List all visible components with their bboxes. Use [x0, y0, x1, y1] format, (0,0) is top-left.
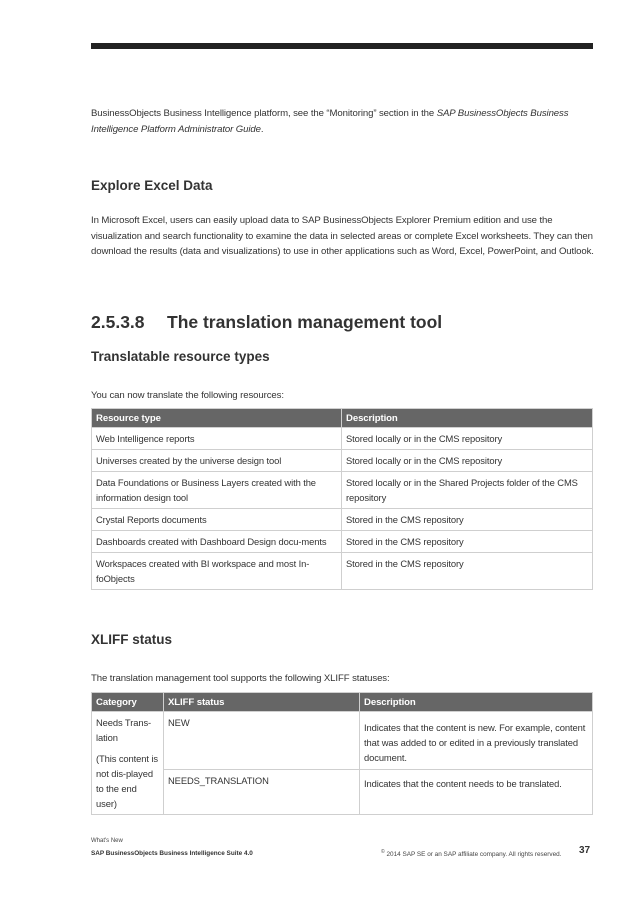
table-header-row [92, 693, 593, 712]
table-cell: Web Intelligence reports [92, 428, 342, 450]
intro-guide-title: SAP BusinessObjects Business Intelligence Platform Administrator Guide [91, 108, 569, 135]
table-cell: NEW [164, 712, 360, 770]
resources-table [91, 408, 593, 590]
footer-doc-title: What's New [91, 838, 123, 844]
section-heading [91, 312, 442, 333]
xliff-heading: XLIFF status [91, 632, 173, 647]
intro-text-end: . [260, 123, 264, 135]
xliff-table [91, 692, 593, 815]
table-cell: Stored in the CMS repository [342, 531, 593, 553]
excel-paragraph: In Microsoft Excel, users can easily upload data to SAP BusinessObjects Explorer Premium edition and use the visualization and search functionality to examine the data in selected areas or complete Excel worksheets. They can then download the results (data and visualizations) to use in other applications such as Word, Excel, PowerPoint, and Outlook. [91, 215, 594, 257]
table-cell: Stored locally or in the CMS repository [342, 428, 593, 450]
table-row [92, 553, 593, 590]
table-row [92, 472, 593, 509]
table-cell: Data Foundations or Business Layers created with the information design tool [92, 472, 342, 509]
intro-text: BusinessObjects Business Intelligence platform, see the “Monitoring” section in the [91, 108, 437, 119]
page-number: 37 [579, 845, 591, 856]
table-cell: Indicates that the content needs to be translated. [360, 770, 593, 815]
excel-heading: Explore Excel Data [91, 178, 213, 193]
table-cell: Universes created by the universe design tool [92, 450, 342, 472]
table-row [92, 450, 593, 472]
table-cell: Stored locally or in the CMS repository [342, 450, 593, 472]
header-rule [91, 43, 593, 49]
section-number: 2.5.3.8 [91, 312, 145, 332]
resources-heading: Translatable resource types [91, 349, 270, 364]
resources-intro: You can now translate the following resources: [91, 390, 284, 401]
column-header: Category [92, 693, 164, 712]
table-cell: Stored in the CMS repository [342, 553, 593, 590]
column-header: Description [360, 693, 593, 712]
copyright-text: 2014 SAP SE or an SAP affiliate company. All rights reserved. [386, 851, 562, 859]
category-cell [92, 712, 164, 815]
section-title: The translation management tool [167, 312, 443, 332]
table-cell: Dashboards created with Dashboard Design docu-ments [92, 531, 342, 553]
table-cell: Indicates that the content is new. For example, content that was added to or edited in a previously translated document. [360, 712, 593, 770]
table-row [92, 712, 593, 770]
footer-copyright [381, 849, 561, 858]
table-header-row [92, 409, 593, 428]
column-header: Resource type [92, 409, 342, 428]
table-row [92, 509, 593, 531]
table-row [92, 770, 593, 815]
category-note: (This content is not dis-played to the end user) [96, 753, 158, 809]
table-cell: NEEDS_TRANSLATION [164, 770, 360, 815]
xliff-intro: The translation management tool supports the following XLIFF statuses: [91, 673, 390, 684]
category-label: Needs Trans-lation [96, 717, 152, 743]
table-cell: Stored in the CMS repository [342, 509, 593, 531]
table-cell: Stored locally or in the Shared Projects folder of the CMS repository [342, 472, 593, 509]
intro-paragraph [91, 106, 596, 137]
column-header: Description [342, 409, 593, 428]
column-header: XLIFF status [164, 693, 360, 712]
table-row [92, 428, 593, 450]
footer-product: SAP BusinessObjects Business Intelligence Suite 4.0 [91, 850, 253, 857]
copyright-symbol: © [381, 849, 385, 855]
table-cell: Workspaces created with BI workspace and most In-foObjects [92, 553, 342, 590]
table-cell: Crystal Reports documents [92, 509, 342, 531]
table-row [92, 531, 593, 553]
